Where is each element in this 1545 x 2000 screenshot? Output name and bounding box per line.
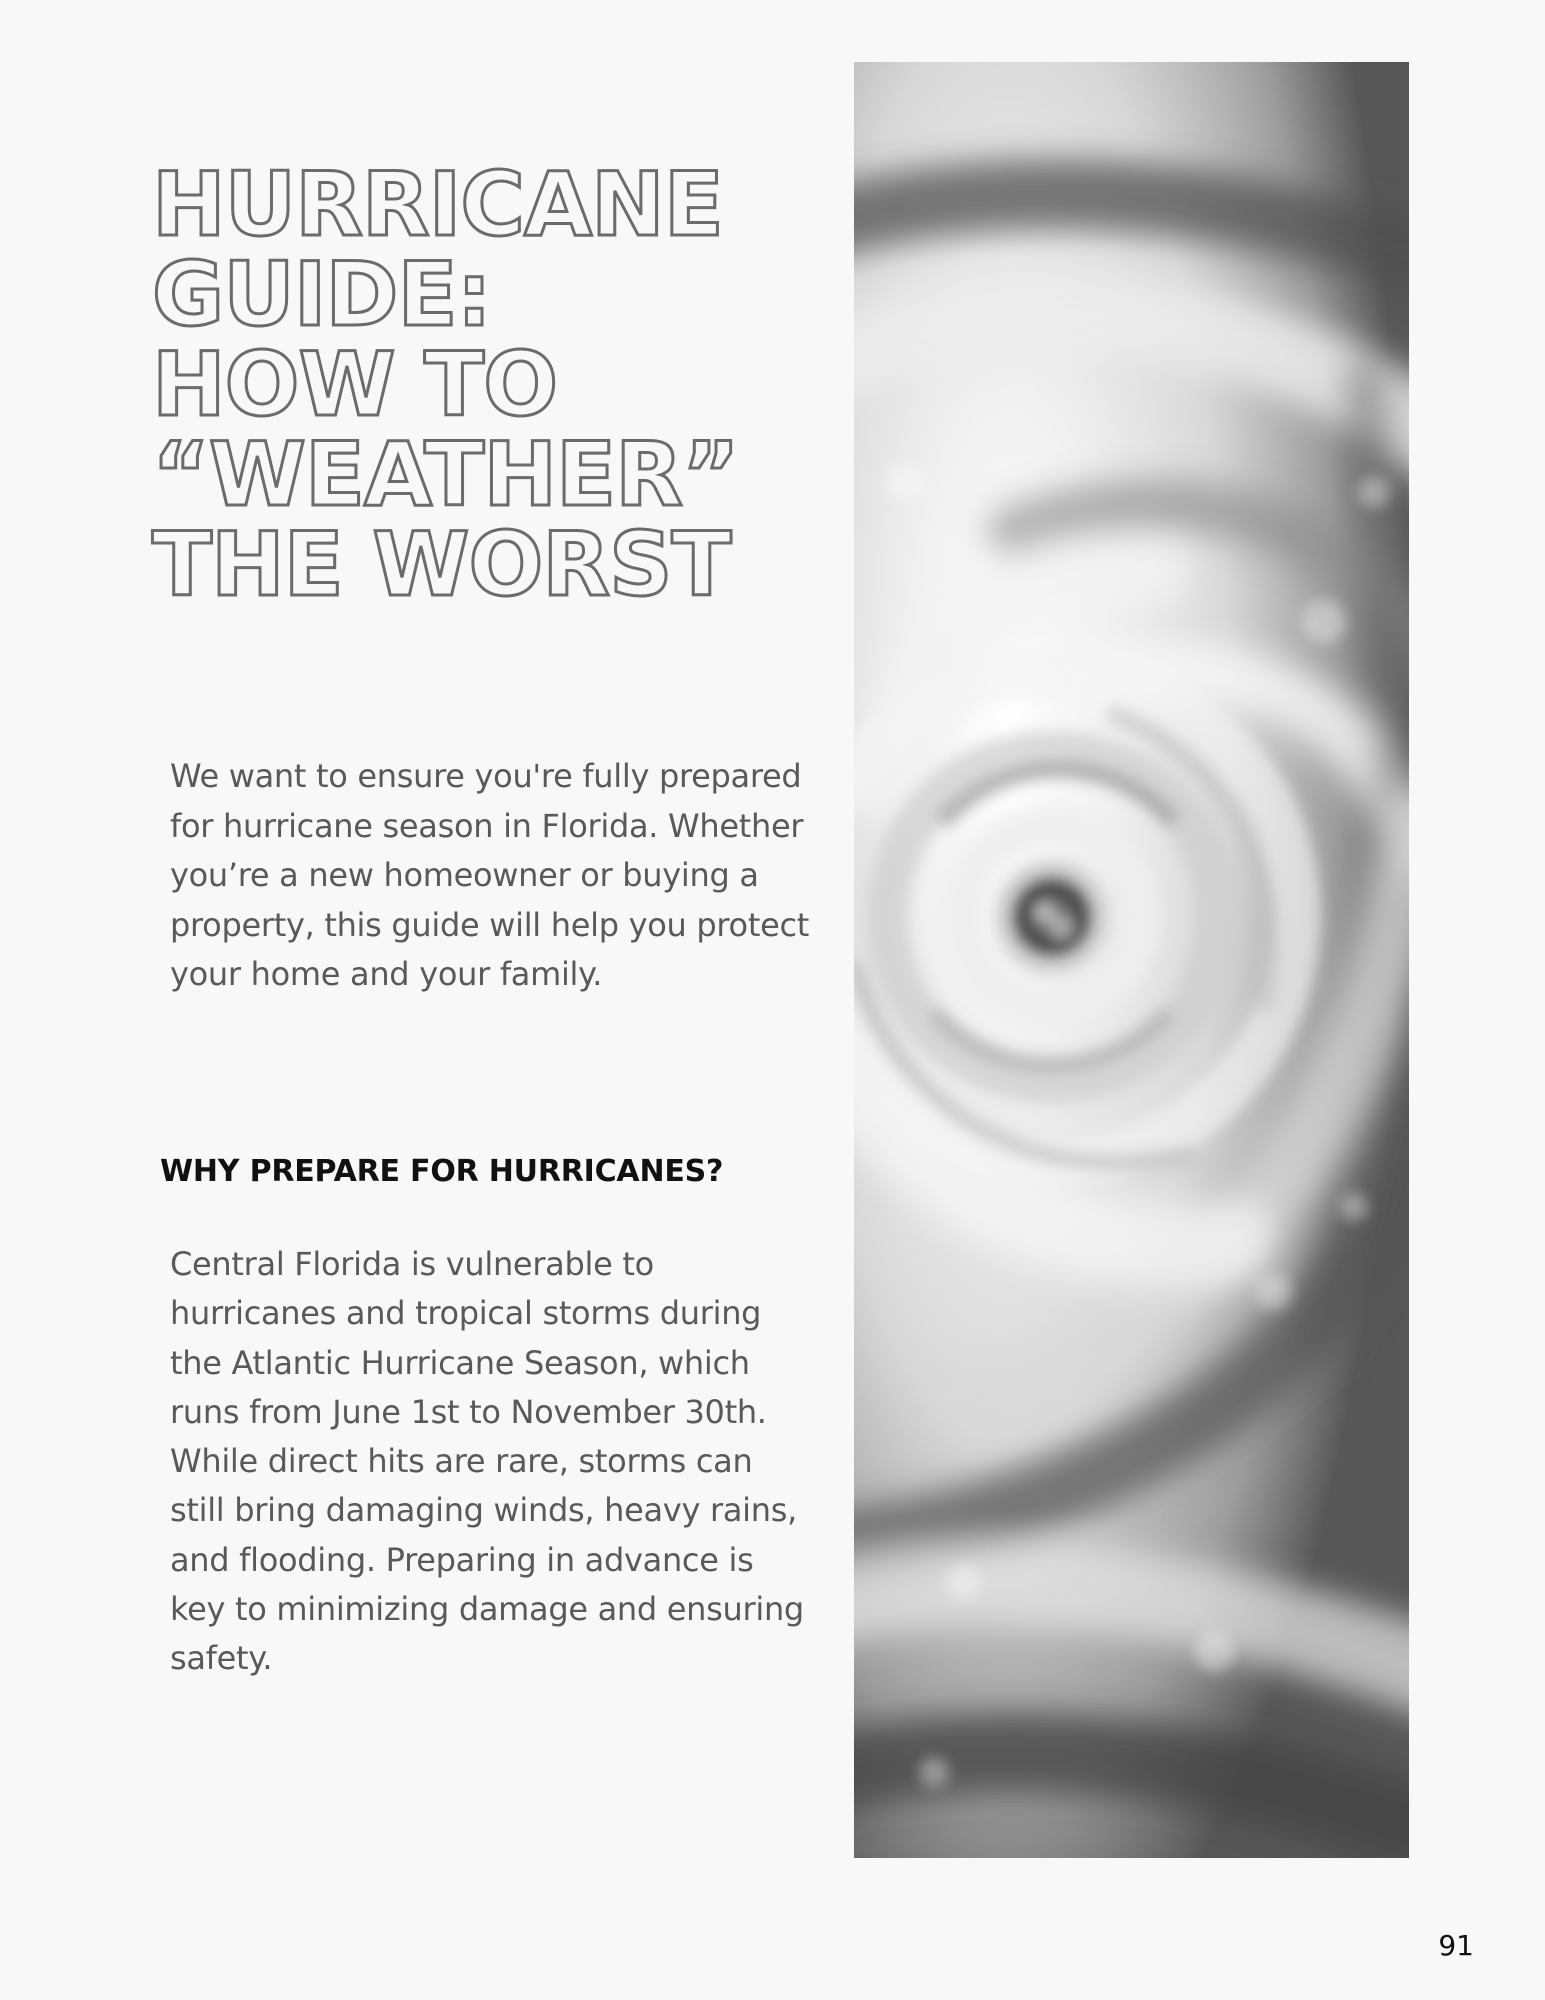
hurricane-satellite-image <box>854 62 1409 1858</box>
title-line: “WEATHER” <box>152 423 739 526</box>
title-line: HURRICANE <box>152 153 723 256</box>
intro-paragraph: We want to ensure you're fully prepared for hurricane season in Florida. Whether you’re a new homeowner or buying a property, this guide will help you protect your home and your family. <box>170 757 809 993</box>
title-line: GUIDE: <box>152 243 491 346</box>
section-heading: WHY PREPARE FOR HURRICANES? <box>160 1154 724 1189</box>
section-body: Central Florida is vulnerable to hurricanes and tropical storms during the Atlantic Hurricane Season, which runs from June 1st to November 30th. While direct hits are rare, storms can still bring damaging winds, heavy rains, and flooding. Preparing in advance is key to minimizing damage and ensuring safety. <box>170 1245 804 1678</box>
page-number: 91 <box>1438 1929 1474 1962</box>
title-line: HOW TO <box>152 333 557 436</box>
title-line: THE WORST <box>152 513 731 616</box>
page-title <box>152 153 832 616</box>
